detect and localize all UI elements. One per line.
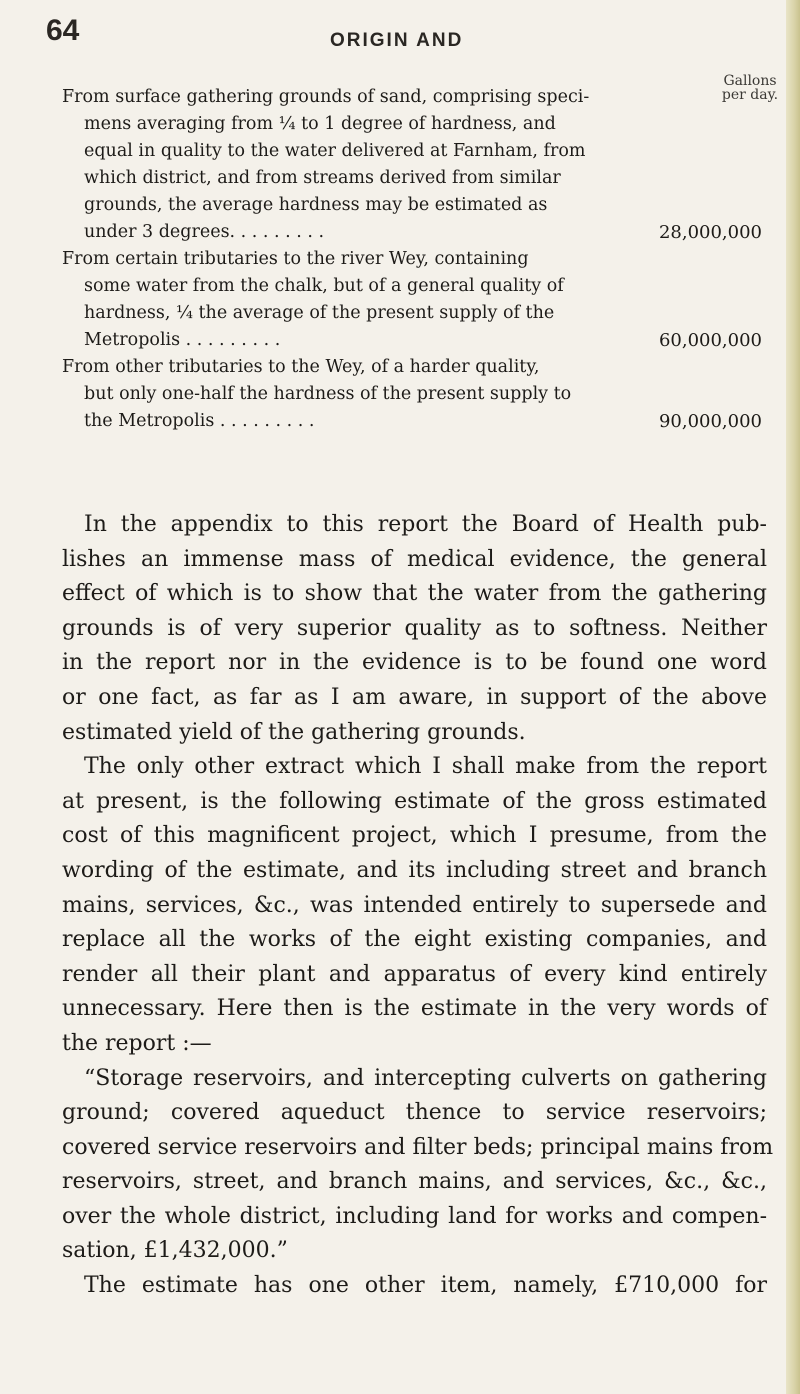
text-line: covered service reservoirs and filter beds; principal mains from — [62, 1134, 774, 1160]
text-line: grounds is of very superior quality as to softness. Neither — [62, 615, 767, 641]
row-line: grounds, the average hardness may be estimated as — [84, 195, 548, 215]
text-line: at present, is the following estimate of the gross estimated — [62, 788, 767, 814]
text-line: reservoirs, street, and branch mains, and services, &c., &c., — [62, 1169, 767, 1195]
text-line: cost of this magnificent project, which I presume, from the — [62, 823, 767, 849]
row-amount: 90,000,000 — [658, 411, 762, 432]
page-number: 64 — [46, 14, 80, 47]
row-line: From other tributaries to the Wey, of a harder quality, — [62, 357, 540, 377]
text-line: in the report nor in the evidence is to be found one word — [62, 650, 767, 676]
text-line: estimated yield of the gathering grounds. — [62, 719, 526, 745]
column-header-line: Gallons — [723, 73, 777, 89]
text-line: ground; covered aqueduct thence to service reservoirs; — [62, 1100, 767, 1126]
supply-table — [62, 84, 762, 435]
text-line: unnecessary. Here then is the estimate in the very words of — [62, 996, 767, 1022]
text-line: or one fact, as far as I am aware, in support of the above — [62, 684, 767, 710]
text-line: The estimate has one other item, namely, £710,000 for — [84, 1273, 767, 1299]
row-description — [62, 246, 622, 354]
row-line: hardness, ¼ the average of the present supply of the — [84, 303, 555, 323]
row-description — [62, 84, 622, 246]
text-line: lishes an immense mass of medical evidence, the general — [62, 546, 767, 572]
row-line: some water from the chalk, but of a general quality of — [84, 276, 564, 296]
row-line: the Metropolis . . . . . . . . . — [84, 411, 315, 431]
row-line: which district, and from streams derived from similar — [84, 168, 561, 188]
text-line: In the appendix to this report the Board of Health pub- — [84, 512, 767, 537]
table-row — [62, 246, 762, 354]
row-amount: 28,000,000 — [658, 222, 762, 243]
row-amount: 60,000,000 — [658, 330, 762, 351]
text-line: wording of the estimate, and its including street and branch — [62, 857, 767, 883]
table-row — [62, 354, 762, 435]
row-line: From surface gathering grounds of sand, comprising speci- — [62, 87, 590, 107]
table-row — [62, 84, 762, 246]
page-edge — [786, 0, 800, 1394]
text-line: the report :— — [62, 1030, 212, 1056]
row-line: mens averaging from ¼ to 1 degree of hardness, and — [84, 114, 556, 134]
column-header-line: per day. — [721, 87, 779, 103]
row-line: From certain tributaries to the river Wey, containing — [62, 249, 529, 269]
text-line: replace all the works of the eight existing companies, and — [62, 927, 767, 953]
row-line: Metropolis . . . . . . . . . — [84, 330, 281, 350]
row-line: under 3 degrees. . . . . . . . . — [84, 222, 325, 242]
row-line: but only one-half the hardness of the present supply to — [84, 384, 572, 404]
text-line: effect of which is to show that the water from the gathering — [62, 581, 767, 607]
text-line: mains, services, &c., was intended entirely to supersede and — [62, 892, 767, 918]
text-line: The only other extract which I shall make from the report — [84, 754, 767, 780]
row-line: equal in quality to the water delivered at Farnham, from — [84, 141, 586, 161]
body-text — [62, 508, 774, 1304]
text-line: “Storage reservoirs, and intercepting culverts on gathering — [84, 1065, 767, 1091]
text-line: render all their plant and apparatus of every kind entirely — [62, 961, 767, 987]
running-head: ORIGIN AND — [330, 30, 464, 51]
row-description — [62, 354, 622, 435]
text-line: over the whole district, including land for works and compen- — [62, 1203, 767, 1229]
text-line: sation, £1,432,000.” — [62, 1238, 288, 1264]
